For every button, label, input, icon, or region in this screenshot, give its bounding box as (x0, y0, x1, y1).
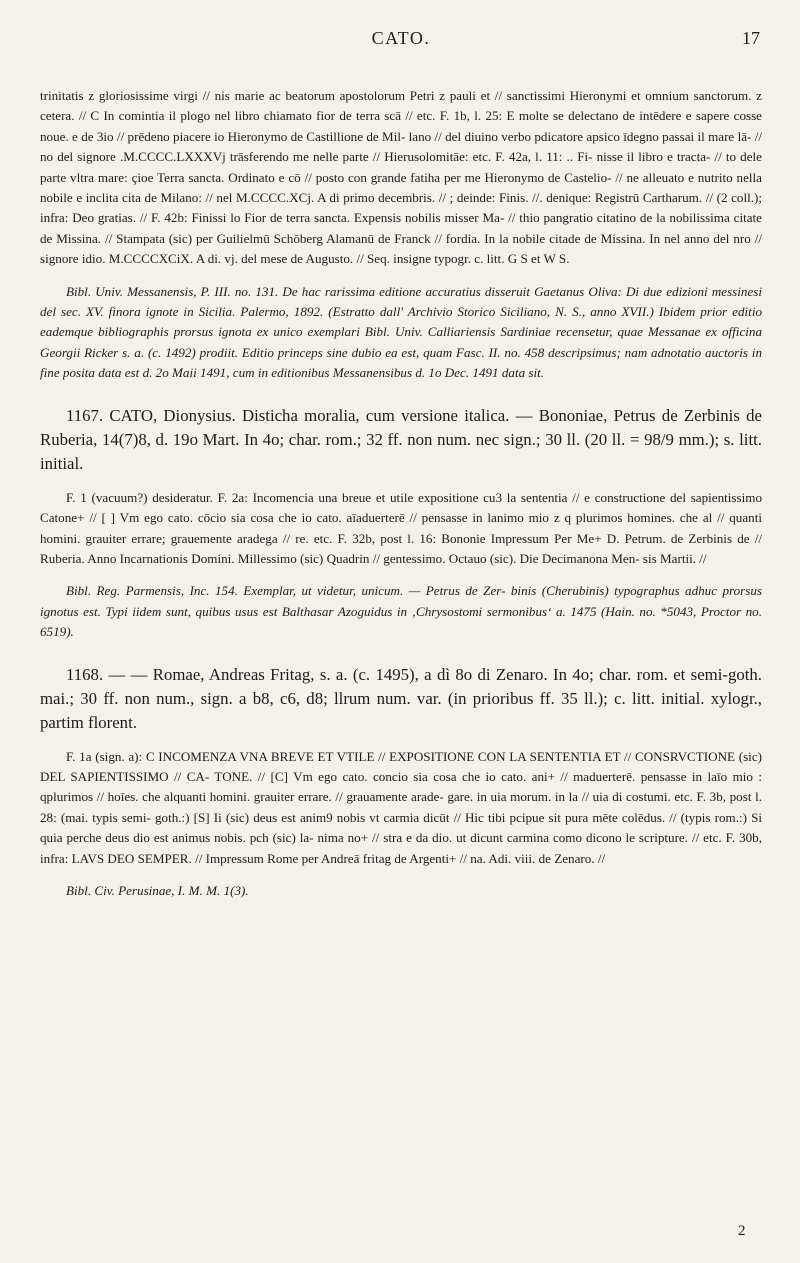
page-number: 17 (742, 28, 760, 48)
signature-mark: 2 (738, 1223, 746, 1239)
bibliographic-note-3: Bibl. Civ. Perusinae, I. M. M. 1(3). (66, 882, 249, 898)
entry-1167-heading: 1167. CATO, Dionysius. Disticha moralia, cum versione italica. — Bononiae, Petrus de Zerbinis de Ruberia, 14(7)8, d. 19o Mart. In 4o; char. rom.; 32 ff. non num. nec sign.; 30 ll. (20 ll. = 98/9 mm.); s. litt. initial. (40, 405, 762, 473)
entry-1167-description: F. 1 (vacuum?) desideratur. F. 2a: Incomencia una breue et utile expositione cu3 la sententia // e constructione del sapientissimo Catone+ // [ ] Vm ego cato. cōcio sia cosa che io cato. aīaduerterē // pensasse in lanimo mio z q plurimos homines. che al // quanti homini. grauiter errare; grauemente aradega // re. etc. F. 32b, post l. 16: Bononie Impressum Per Me+ D. Petrum. de Zerbinis de // Ruberia. Anno Incarnationis Domini. Millessimo (sic) Quadrin // gentessimo. Octauo (sic). Die Decimanona Men- sis Martii. // (40, 489, 762, 566)
continuation-description: trinitatis z gloriosissime virgi // nis marie ac beatorum apostolorum Petri z pauli et // sanctissimi Hieronymi et omnium sanctorum. z cetera. // Ϲ In comintia il plogo nel libro chiamato fior de terra scā // etc. F. 1b, l. 25: E molte se delectano de intēdere e sapere cosse noue. e de 3io // prēdeno piacere io Hieronymo de Castillione de Mil- lano // del diuino verbo pdicatore apsico īdegno passai il mare lā- // no del signore .M.CCCC.LXXXVj trāsferendo me nelle parte // Hierusolomitāe: etc. F. 42a, l. 11: .. Fi- nisse il libro e tracta- // to dele parte vltra mare: çioe Terra sancta. Ordinato e cō // posto con grande fatiha per me Hieronymo de Castelio- // ne alleuato e nutrito nella nobile e inclita cita de Milano: // nel M.CCCC.XCj. A di primo decembris. // ; deinde: Finis. //. denique: Registrū Cartharum. // (2 coll.); infra: Deo gratias. // F. 42b: Finissi lo Fior de terra sancta. Expensis nobilis misser Ma- // thio pangratio citatino de la nobilissima citate de Missina. // Stampata (sic) per Guilielmū Schōberg Alamanū de Franck // fordia. In la nobile citade de Missina. In nel anno del nro // signore idio. M.CCCCXCiX. A di. vj. del mese de Augusto. // Seq. insigne typogr. c. litt. G S et W S. (40, 88, 762, 267)
entry-1168-heading: 1168. — — Romae, Andreas Fritag, s. a. (c. 1495), a dì 8o di Zenaro. In 4o; char. rom. et semi-goth. mai.; 30 ff. non num., sign. a b8, c6, d8; llrum num. var. (in prioribus ff. 35 ll.); c. litt. initial. xylogr., partim florent. (40, 664, 762, 732)
running-header (40, 28, 762, 52)
page-body (40, 86, 762, 901)
running-title: CATO. (371, 28, 431, 48)
bibliographic-note-1: Bibl. Univ. Messanensis, P. III. no. 131. De hac rarissima editione accuratius disseruit Gaetanus Oliva: Di due edizioni messinesi del sec. XV. finora ignote in Sicilia. Palermo, 1892. (Estratto dall' Archivio Storico Siciliano, N. S., anno XVII.) Ibidem prior editio eademque bibliographis prorsus ignota ex unico exemplari Bibl. Univ. Calliariensis Sardiniae recensetur, quae Messanae ex officina Georgii Ricker s. a. (c. 1492) prodiit. Editio princeps sine dubio ea est, quam Fasc. II. no. 458 descripsimus; nam adnotatio auctoris in fine posita data est d. 2o Maii 1491, cum in editionibus Messanensibus d. 1o Dec. 1491 data sit. (40, 283, 762, 381)
entry-1168-description: F. 1a (sign. a): Ϲ INCOMENZA VNA BREVE ET VTILE // EXPOSITIONE CON LA SENTENTIA ET // CONSRVCTIONE (sic) DEL SAPIENTISSIMO // CA- TONE. // [C] Vm ego cato. concio sia cosa che io cato. ani+ // maduerterē. pensasse in laīo mio : qplurimos // hoīes. che alquanti homini. grauiter errare. // grauamente arade- gare. in uia morum. in la // uia di costumi. etc. F. 3b, post l. 28: (mai. typis semi- goth.:) [S] Ii (sic) deus est anim9 nobis vt carmia dicūt // Hic tibi pcipue sit pura mēte colēdus. // (typis rom.:) Si quia perche deus dio est animus nobis. pch (sic) la- nima no+ // stra e da dio. ut dicunt carmina como dicono le scripture. // etc. F. 30b, infra: LAVS DEO SEMPER. // Impressum Rome per Andreā fritag de Argenti+ // na. Adi. viii. de Zenaro. // (40, 748, 762, 866)
bibliographic-note-2: Bibl. Reg. Parmensis, Inc. 154. Exemplar, ut videtur, unicum. — Petrus de Zer- binis (Cherubinis) typographus adhuc prorsus ignotus est. Typi iidem sunt, quibus usus est Balthasar Azoguidus in ‚Chrysostomi sermonibus‘ a. 1475 (Hain. no. *5043, Proctor no. 6519). (40, 583, 762, 640)
